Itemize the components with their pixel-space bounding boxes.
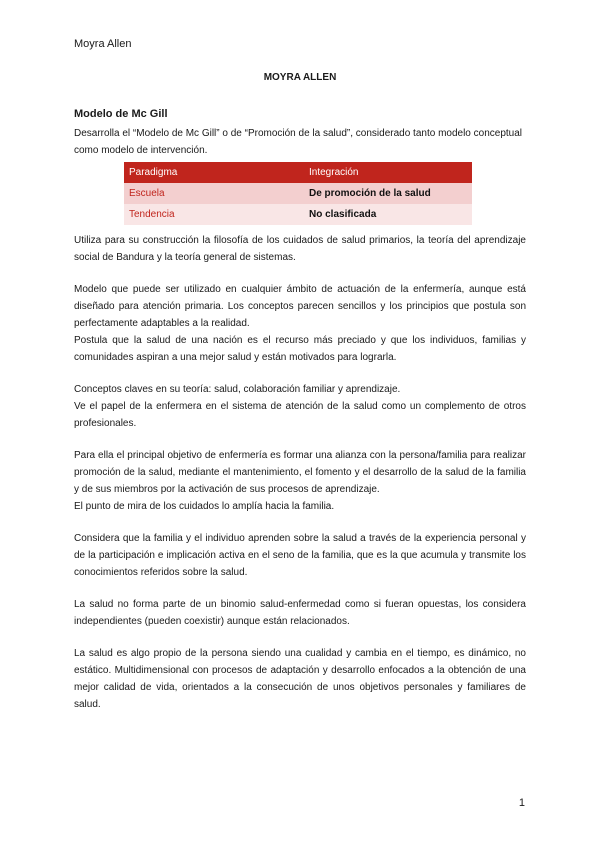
table-header-row: [124, 162, 472, 183]
table-cell-label: Tendencia: [124, 204, 304, 225]
table-cell-value: No clasificada: [304, 204, 472, 225]
paragraph: Conceptos claves en su teoría: salud, colaboración familiar y aprendizaje.: [74, 384, 401, 395]
body-text: [74, 232, 526, 728]
paragraph: Ve el papel de la enfermera en el sistema de atención de la salud como un complemento de otros profesionales.: [74, 401, 526, 429]
paragraph: Postula que la salud de una nación es el recurso más preciado y que los individuos, familias y comunidades aspiran a una mejor salud y están motivados para lograrla.: [74, 335, 526, 363]
table-header-cell: Paradigma: [124, 162, 304, 183]
section-intro: Desarrolla el “Modelo de Mc Gill” o de “Promoción de la salud”, considerado tanto modelo conceptual como modelo de intervención.: [74, 128, 523, 156]
paragraph: La salud no forma parte de un binomio salud-enfermedad como si fueran opuestas, los considera independientes (pueden coexistir) aunque están relacionados.: [74, 599, 526, 627]
table-row: [124, 204, 472, 225]
section-heading: Modelo de Mc Gill: [74, 108, 168, 120]
paragraph: Modelo que puede ser utilizado en cualquier ámbito de actuación de la enfermería, aunque está diseñado para atención primaria. Los conceptos parecen sencillos y los principios que postula son perfectamente adaptables a la realidad.: [74, 284, 526, 329]
paragraph: Para ella el principal objetivo de enfermería es formar una alianza con la persona/familia para realizar promoción de la salud, mediante el mantenimiento, el fomento y el desarrollo de la salud de la familia y de sus miembros por la activación de sus procesos de aprendizaje.: [74, 450, 526, 495]
table-header-cell: Integración: [304, 162, 472, 183]
paragraph: El punto de mira de los cuidados lo amplía hacia la familia.: [74, 501, 335, 512]
paragraph: Utiliza para su construcción la filosofía de los cuidados de salud primarios, la teoría del aprendizaje social de Bandura y la teoría general de sistemas.: [74, 235, 526, 263]
table-row: [124, 183, 472, 204]
document-title: MOYRA ALLEN: [263, 72, 337, 83]
page-number: 1: [518, 797, 525, 809]
page-header-author: Moyra Allen: [74, 38, 132, 50]
paragraph: La salud es algo propio de la persona siendo una cualidad y cambia en el tiempo, es dinámico, no estático. Multidimensional con procesos de adaptación y desarrollo enfocados a la obtención de una mejor calidad de vida, orientados a la consecución de unos objetivos personales y familiares de salud.: [74, 648, 526, 710]
table-cell-value: De promoción de la salud: [304, 183, 472, 204]
paragraph: Considera que la familia y el individuo aprenden sobre la salud a través de la experiencia personal y de la participación e implicación activa en el seno de la familia, que es la que acumula y transmite los conocimientos referidos sobre la salud.: [74, 533, 526, 578]
table-cell-label: Escuela: [124, 183, 304, 204]
paradigm-table: [124, 162, 472, 225]
